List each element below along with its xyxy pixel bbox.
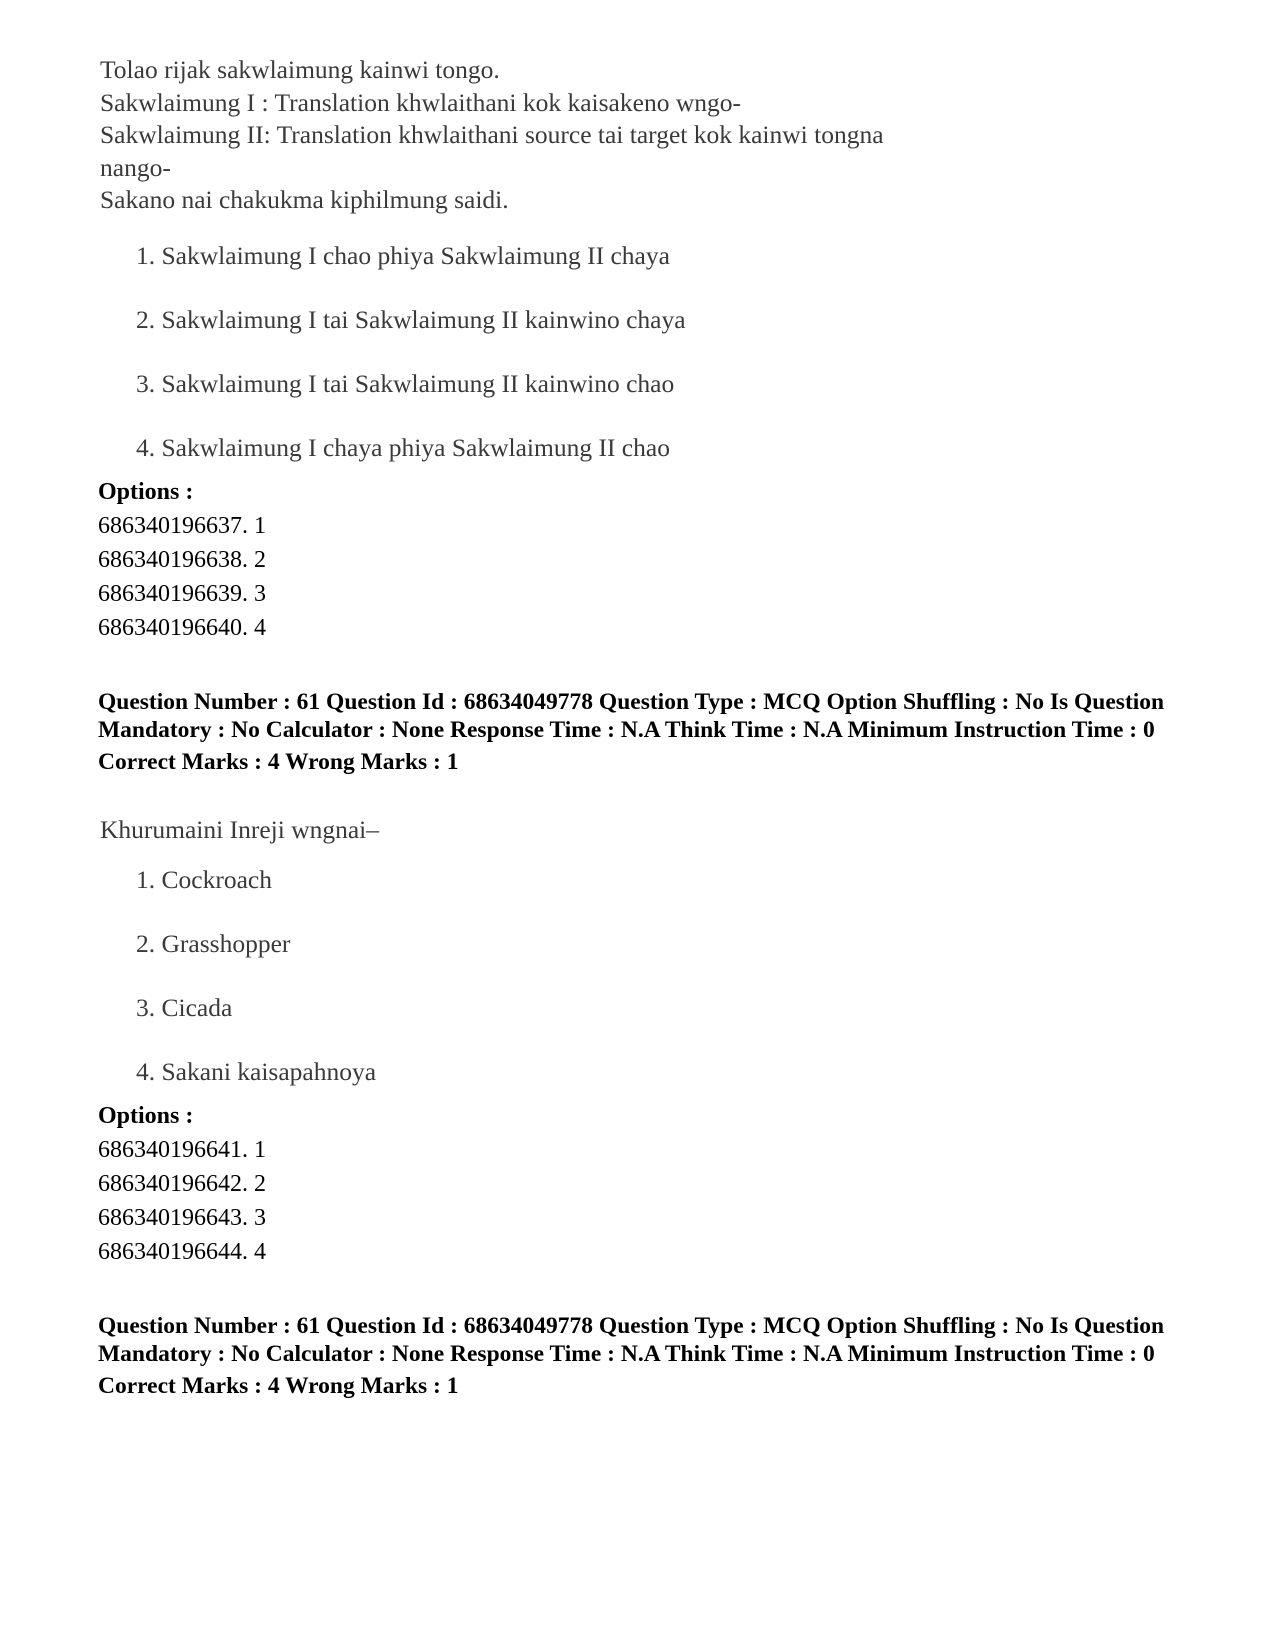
choice-item: 3. Cicada xyxy=(136,993,233,1022)
option-item: 686340196638. 2 xyxy=(98,547,266,573)
question-60-options xyxy=(98,476,266,645)
options-heading: Options : xyxy=(98,1103,194,1129)
option-item: 686340196641. 1 xyxy=(98,1137,266,1163)
question-line: Sakwlaimung II: Translation khwlaithani source tai target kok kainwi tongna xyxy=(100,120,884,149)
question-line: nango- xyxy=(100,152,171,182)
option-item: 686340196644. 4 xyxy=(98,1239,266,1265)
question-marks: Correct Marks : 4 Wrong Marks : 1 xyxy=(98,1373,459,1399)
choice-item: 4. Sakani kaisapahnoya xyxy=(136,1057,377,1086)
choice-item: 2. Sakwlaimung I tai Sakwlaimung II kainwino chaya xyxy=(136,305,686,334)
choice-item: 3. Sakwlaimung I tai Sakwlaimung II kainwino chao xyxy=(136,369,675,398)
question-line: Tolao rijak sakwlaimung kainwi tongo. xyxy=(100,55,500,84)
choice-item: 2. Grasshopper xyxy=(136,929,291,958)
question-meta-text: Question Number : 61 Question Id : 68634049778 Question Type : MCQ Option Shuffling : No Is Question Mandatory : No Calculator : None Response Time : N.A Think Time : N.A Minimum Instruction Time : 0 xyxy=(98,1313,1165,1367)
choice-item: 1. Sakwlaimung I chao phiya Sakwlaimung II chaya xyxy=(136,241,670,270)
question-61-choices xyxy=(136,864,376,1120)
question-marks: Correct Marks : 4 Wrong Marks : 1 xyxy=(98,749,459,775)
question-61-repeat-meta xyxy=(98,1312,1198,1400)
question-60-text xyxy=(100,54,884,217)
choice-item: 4. Sakwlaimung I chaya phiya Sakwlaimung II chao xyxy=(136,433,670,462)
option-item: 686340196639. 3 xyxy=(98,581,266,607)
question-61-options xyxy=(98,1100,266,1269)
question-60-choices xyxy=(136,240,686,496)
question-meta-text: Question Number : 61 Question Id : 68634049778 Question Type : MCQ Option Shuffling : No Is Question Mandatory : No Calculator : None Response Time : N.A Think Time : N.A Minimum Instruction Time : 0 xyxy=(98,689,1165,743)
option-item: 686340196643. 3 xyxy=(98,1205,266,1231)
option-item: 686340196637. 1 xyxy=(98,513,266,539)
question-61-text xyxy=(100,814,379,847)
option-item: 686340196640. 4 xyxy=(98,615,266,641)
question-line: Sakano nai chakukma kiphilmung saidi. xyxy=(100,185,509,214)
options-heading: Options : xyxy=(98,479,194,505)
choice-item: 1. Cockroach xyxy=(136,865,272,894)
question-line: Khurumaini Inreji wngnai– xyxy=(100,815,380,844)
question-line: Sakwlaimung I : Translation khwlaithani kok kaisakeno wngo- xyxy=(100,87,741,117)
question-61-meta xyxy=(98,688,1198,776)
option-item: 686340196642. 2 xyxy=(98,1171,266,1197)
